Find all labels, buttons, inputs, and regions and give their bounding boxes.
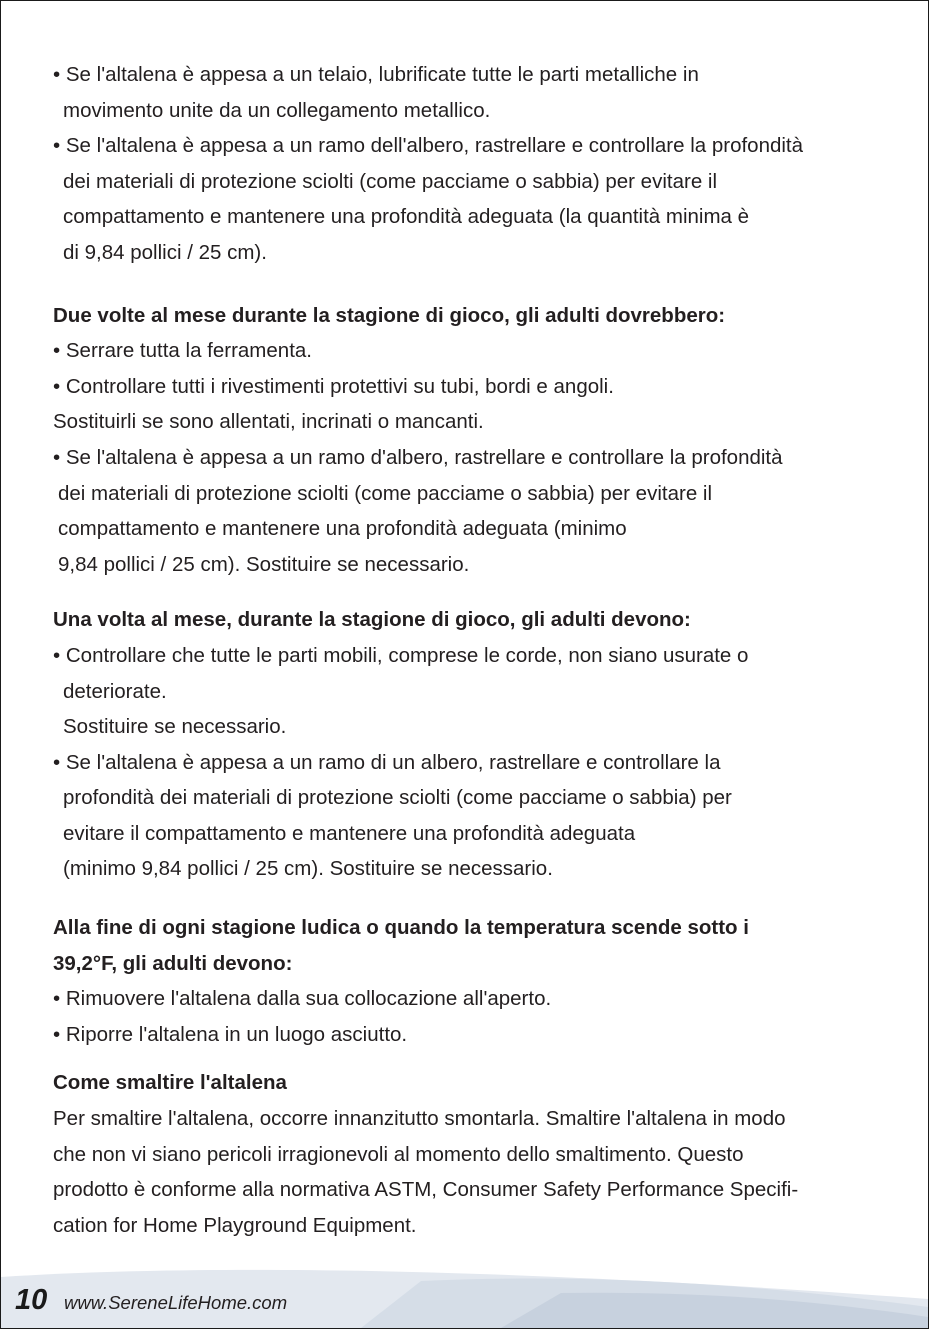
- bullet-line: • Riporre l'altalena in un luogo asciutto.: [53, 1022, 408, 1046]
- bullet-continuation: dei materiali di protezione sciolti (come pacciame o sabbia) per evitare il: [58, 481, 713, 505]
- body-line: che non vi siano pericoli irragionevoli al momento dello smaltimento. Questo: [53, 1142, 744, 1166]
- bullet-line: • Se l'altalena è appesa a un ramo dell'albero, rastrellare e controllare la profondità: [53, 134, 804, 158]
- bullet-continuation: deteriorate.: [63, 679, 167, 703]
- bullet-line: • Controllare che tutte le parti mobili, comprese le corde, non siano usurate o: [53, 643, 749, 667]
- section-heading-season-end-cont: 39,2°F, gli adulti devono:: [53, 951, 293, 975]
- bullet-line: • Se l'altalena è appesa a un ramo di un albero, rastrellare e controllare la: [53, 750, 721, 774]
- section-heading-twice-monthly: Due volte al mese durante la stagione di gioco, gli adulti dovrebbero:: [53, 303, 726, 327]
- bullet-continuation: di 9,84 pollici / 25 cm).: [63, 240, 267, 264]
- body-line: Sostituirli se sono allentati, incrinati o mancanti.: [53, 410, 484, 434]
- body-line: Per smaltire l'altalena, occorre innanzitutto smontarla. Smaltire l'altalena in modo: [53, 1107, 786, 1131]
- bullet-continuation: dei materiali di protezione sciolti (come pacciame o sabbia) per evitare il: [63, 169, 718, 193]
- section-heading-monthly: Una volta al mese, durante la stagione di gioco, gli adulti devono:: [53, 608, 691, 632]
- bullet-continuation: compattamento e mantenere una profondità adeguata (minimo: [58, 517, 627, 541]
- bullet-continuation: movimento unite da un collegamento metallico.: [63, 98, 491, 122]
- bullet-line: • Serrare tutta la ferramenta.: [53, 339, 312, 363]
- section-heading-season-end: Alla fine di ogni stagione ludica o quando la temperatura scende sotto i: [53, 916, 749, 940]
- bullet-continuation: evitare il compattamento e mantenere una profondità adeguata: [63, 821, 636, 845]
- bullet-continuation: compattamento e mantenere una profondità adeguata (la quantità minima è: [63, 205, 750, 229]
- bullet-continuation: (minimo 9,84 pollici / 25 cm). Sostituire se necessario.: [63, 857, 553, 881]
- body-line: cation for Home Playground Equipment.: [53, 1213, 417, 1237]
- bullet-line: • Se l'altalena è appesa a un telaio, lubrificate tutte le parti metalliche in: [53, 63, 699, 86]
- bullet-continuation: 9,84 pollici / 25 cm). Sostituire se necessario.: [58, 552, 470, 576]
- bullet-line: • Se l'altalena è appesa a un ramo d'albero, rastrellare e controllare la profondità: [53, 445, 783, 469]
- bullet-line: • Controllare tutti i rivestimenti protettivi su tubi, bordi e angoli.: [53, 374, 614, 398]
- page-number: 10: [15, 1284, 48, 1316]
- bullet-line: • Rimuovere l'altalena dalla sua collocazione all'aperto.: [53, 987, 552, 1011]
- body-line: prodotto è conforme alla normativa ASTM, Consumer Safety Performance Specifi-: [53, 1178, 799, 1202]
- bullet-continuation: profondità dei materiali di protezione sciolti (come pacciame o sabbia) per: [63, 786, 732, 810]
- bullet-continuation: Sostituire se necessario.: [63, 715, 287, 739]
- website-link[interactable]: www.SereneLifeHome.com: [64, 1292, 288, 1313]
- page-content: [53, 57, 893, 1243]
- section-heading-disposal: Come smaltire l'altalena: [53, 1071, 287, 1095]
